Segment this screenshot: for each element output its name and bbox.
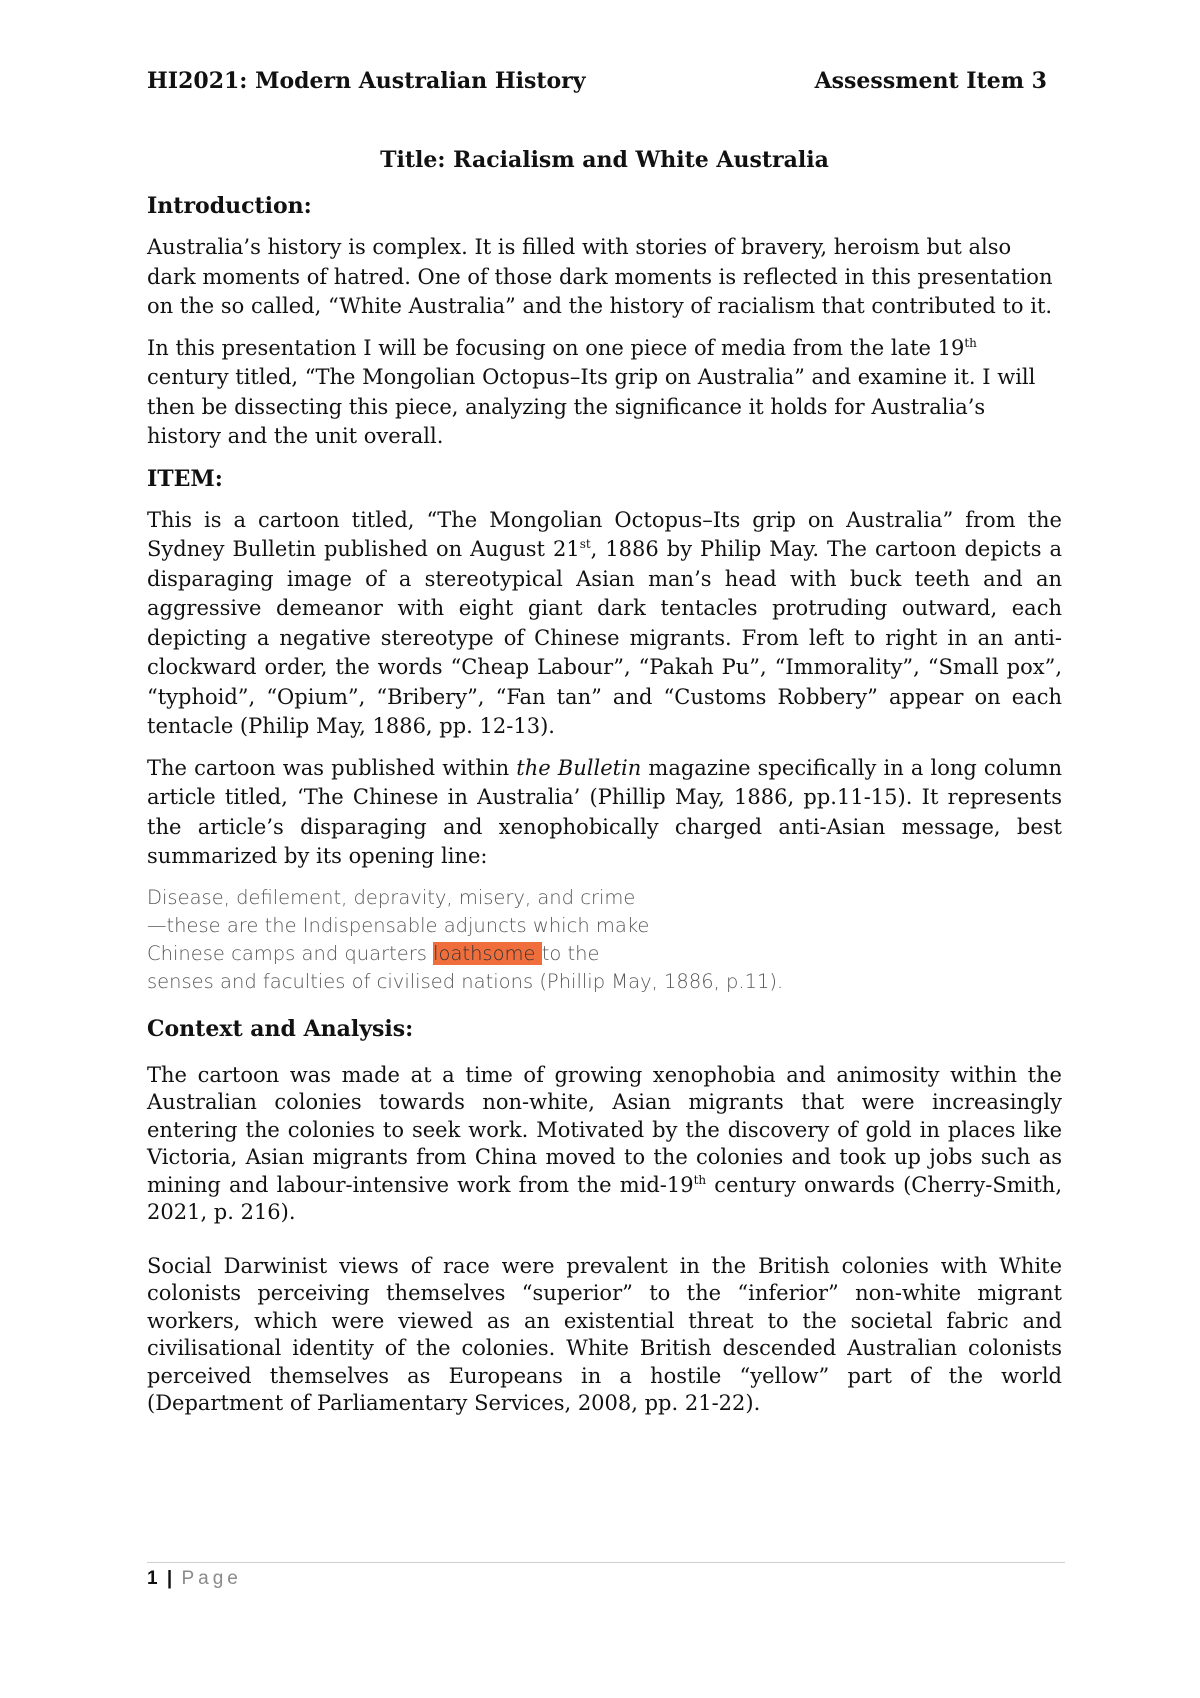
context-heading: Context and Analysis:: [147, 1015, 414, 1042]
intro-heading: Introduction:: [147, 193, 312, 219]
page-word: Page: [181, 1568, 242, 1589]
document-title: Title: Racialism and White Australia: [380, 147, 829, 173]
quote-line-3: [147, 940, 1062, 968]
page-number: 1: [147, 1568, 158, 1589]
quote-line-3-a: Chinese camps and quarters: [147, 941, 434, 965]
item-p2-text-a: The cartoon was published within: [147, 755, 517, 780]
item-heading: ITEM:: [147, 465, 223, 492]
context-p1-superscript: th: [693, 1172, 707, 1187]
course-title: HI2021: Modern Australian History: [147, 68, 586, 94]
document-body: [147, 145, 1062, 1430]
quote-line-1: Disease, defilement, depravity, misery, and crime: [147, 885, 636, 909]
context-paragraph-1: [147, 1062, 1062, 1227]
quote-line-4: senses and faculties of civilised nations (Phillip May, 1886, p.11).: [147, 969, 784, 993]
item-p1-text-b: , 1886 by Philip May. The cartoon depicts a disparaging image of a stereotypical Asian man’s head with buck teeth and an aggressive demeanor with eight giant dark tentacles protruding outward, each depicting a negative stereotype of Chinese migrants. From left to right in an anti-clockward order, the words “Cheap Labour”, “Pakah Pu”, “Immorality”, “Small pox”, “typhoid”, “Opium”, “Bribery”, “Fan tan” and “Customs Robbery” appear on each tentacle (Philip May, 1886, pp. 12-13).: [147, 537, 1062, 738]
page-footer: [147, 1568, 242, 1590]
highlighted-word: loathsome: [433, 941, 542, 965]
item-p2-italic: the Bulletin: [516, 755, 642, 780]
item-p2-text-b: magazine specifically in a long column article titled, ‘The Chinese in Australia’ (Phillip May, 1886, pp.11-15). It represents the article’s disparaging and xenophobically charged anti-Asian message, best summarized by its opening line:: [147, 755, 1063, 868]
footer-divider: [147, 1562, 1065, 1563]
item-paragraph-2: [147, 754, 1062, 872]
intro-paragraph-2: [147, 334, 1062, 452]
context-paragraph-2: Social Darwinist views of race were prevalent in the British colonies with White colonists perceiving themselves “superior” to the “inferior” non-white migrant workers, which were viewed as an existential threat to the societal fabric and civilisational identity of the colonies. White British descended Australian colonists perceived themselves as Europeans in a hostile “yellow” part of the world (Department of Parliamentary Services, 2008, pp. 21-22).: [147, 1253, 1062, 1415]
block-quote: [147, 884, 1062, 996]
page-header: [147, 68, 1047, 108]
quote-line-2: —these are the Indispensable adjuncts which make: [147, 913, 650, 937]
intro-p2-superscript: th: [964, 335, 977, 350]
item-paragraph-1: [147, 506, 1062, 742]
item-p1-text-a: This is a cartoon titled, “The Mongolian Octopus–Its grip on Australia” from the Sydney Bulletin published on August 21: [147, 507, 1062, 561]
context-p1-text-b: century onwards (Cherry-Smith, 2021, p. 216).: [147, 1172, 1062, 1224]
context-p1-text-a: The cartoon was made at a time of growing xenophobia and animosity within the Australian colonies towards non-white, Asian migrants that were increasingly entering the colonies to seek work. Motivated by the discovery of gold in places like Victoria, Asian migrants from China moved to the colonies and took up jobs such as mining and labour-intensive work from the mid-19: [147, 1062, 1062, 1197]
footer-separator: |: [166, 1568, 173, 1589]
quote-line-3-b: to the: [541, 941, 600, 965]
assessment-label: Assessment Item 3: [814, 68, 1047, 94]
intro-paragraph-1: Australia’s history is complex. It is filled with stories of bravery, heroism but also dark moments of hatred. One of those dark moments is reflected in this presentation on the so called, “White Australia” and the history of racialism that contributed to it.: [147, 235, 1053, 318]
intro-p2-text-b: century titled, “The Mongolian Octopus–Its grip on Australia” and examine it. I will then be dissecting this piece, analyzing the significance it holds for Australia’s history and the unit overall.: [147, 365, 1036, 448]
intro-p2-text-a: In this presentation I will be focusing on one piece of media from the late 19: [147, 335, 965, 360]
item-p1-superscript: st: [579, 537, 591, 551]
